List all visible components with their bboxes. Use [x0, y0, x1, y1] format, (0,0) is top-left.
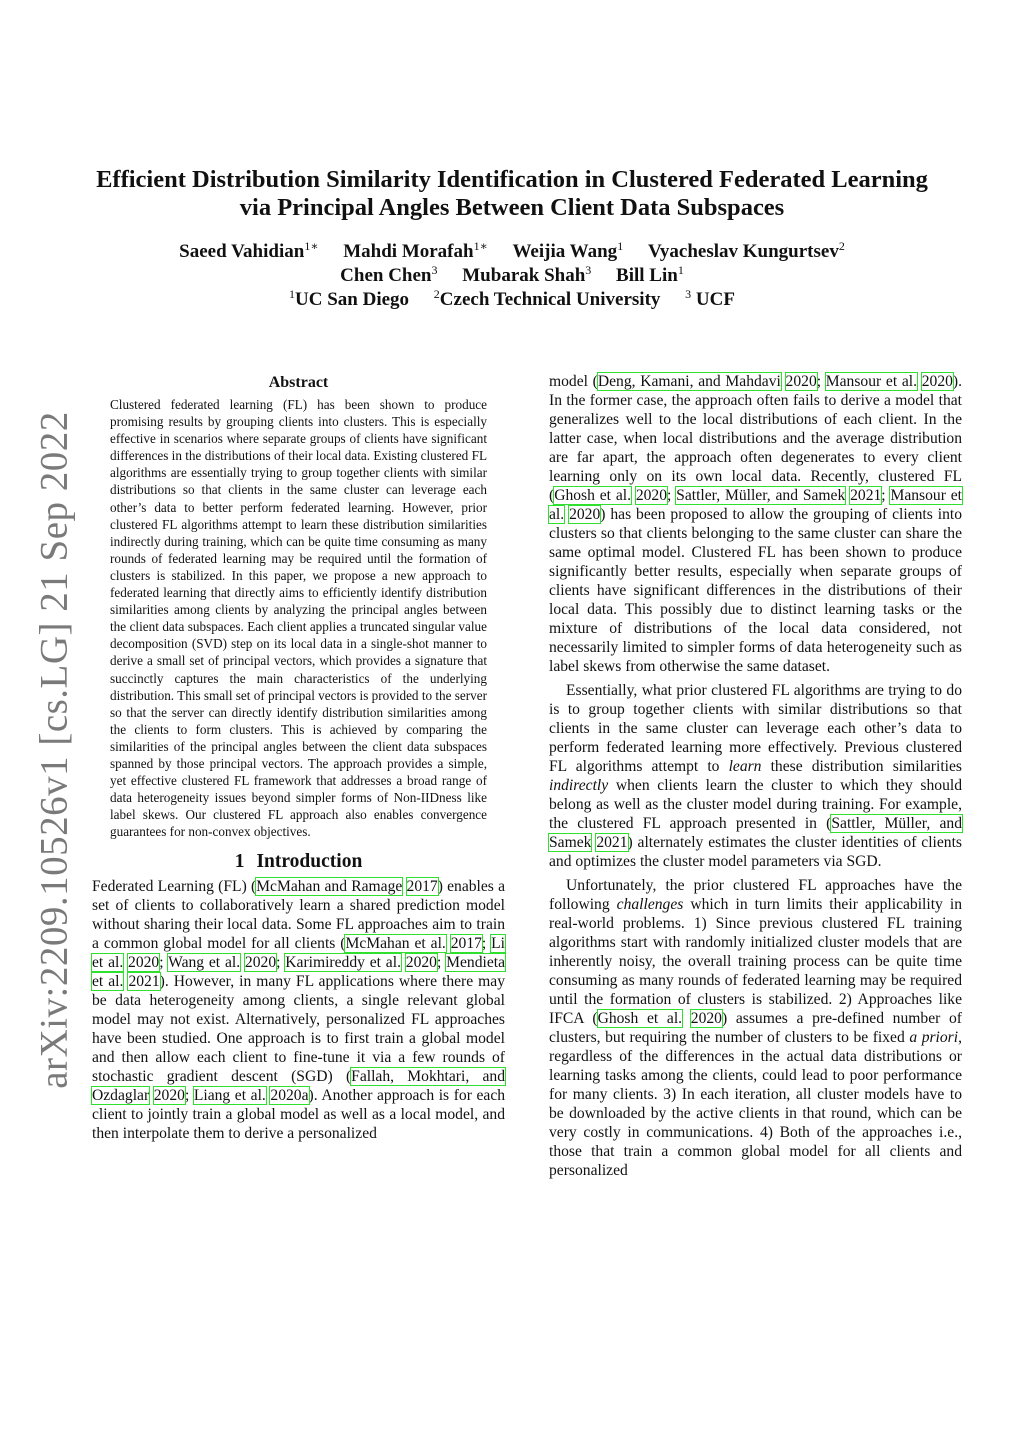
citation-year-link[interactable]: 2021: [850, 487, 882, 504]
citation-year-link[interactable]: 2020: [635, 487, 667, 504]
citation-year-link[interactable]: 2017: [406, 878, 438, 896]
affiliation: $^3$ UCF: [685, 287, 735, 310]
abstract-heading: Abstract: [268, 374, 329, 391]
affiliation: $^1$UC San Diego: [289, 287, 410, 310]
author-row-2: [60, 264, 964, 288]
citation-year-link[interactable]: 2020: [405, 954, 437, 972]
right-column: [549, 372, 962, 1180]
left-column: [92, 372, 505, 1143]
citation-year-link[interactable]: 2020: [785, 373, 817, 390]
author: Chen Chen$^3$: [340, 263, 438, 286]
citation-year-link[interactable]: 2020: [921, 373, 953, 390]
author: Bill Lin$^1$: [616, 263, 684, 286]
citation-year-link[interactable]: 2020: [128, 954, 160, 972]
paper-title: [60, 166, 964, 222]
citation-link[interactable]: Fallah, Mokhtari, and Ozdaglar: [92, 1068, 505, 1105]
citation-year-link[interactable]: 2021: [128, 973, 160, 991]
citation-year-link[interactable]: 2020: [690, 1010, 722, 1027]
affiliation-row: [60, 288, 964, 312]
citation-year-link[interactable]: 2020a: [270, 1087, 309, 1105]
author: Saeed Vahidian$^{1∗}$: [179, 239, 319, 262]
citation-link[interactable]: Liang et al.: [193, 1087, 266, 1105]
citation-year-link[interactable]: 2020: [153, 1087, 185, 1105]
arxiv-side-stamp: arXiv:2209.10526v1 [cs.LG] 21 Sep 2022: [32, 411, 76, 1089]
affiliation: $^2$Czech Technical University: [433, 287, 661, 310]
citation-link[interactable]: Ghosh et al.: [554, 487, 631, 504]
author: Mubarak Shah$^3$: [462, 263, 592, 286]
author: Mahdi Morafah$^{1∗}$: [343, 239, 488, 262]
citation-link[interactable]: McMahan and Ramage: [256, 878, 403, 896]
citation-link[interactable]: Wang et al.: [168, 954, 241, 972]
intro-paragraph-3: Unfortunately, the prior clustered FL approaches have the following challenges which in turn limits their applicability in real-world problems. 1) Since previous clustered FL training algorithms start with randomly initialized cluster models that are inherently noisy, the overall training process can be quite time consuming as many rounds of federated learning may be required until the formation of clusters is stabilized. 2) Approaches like IFCA (Ghosh et al. 2020) assumes a pre-defined number of clusters, but requiring the number of clusters to be fixed a priori, regardless of the differences in the actual data distributions or learning tasks among the clients, could lead to poor performance for many clients. 3) In each iteration, all cluster models have to be downloaded by the active clients in that round, which can be very costly in communications. 4) Both of the approaches i.e., those that train a common global model for all clients and personalized: [549, 877, 962, 1179]
intro-paragraph-2: Essentially, what prior clustered FL algorithms are trying to do is to group together clients with similar distributions so that clients in the same cluster can leverage each other’s data to perform federated learning more effectively. Previous clustered FL algorithms attempt to learn these distribution similarities indirectly when clients learn the cluster to which they should belong as well as the cluster model during training. For example, the clustered FL approach presented in (Sattler, Müller, and Samek 2021) alternately estimates the cluster identities of clients and optimizes the cluster model parameters via SGD.: [549, 682, 962, 870]
citation-year-link[interactable]: 2017: [450, 935, 482, 953]
citation-link[interactable]: Sattler, Müller, and Samek: [676, 487, 846, 504]
citation-year-link[interactable]: 2020: [244, 954, 277, 972]
abstract-text: Clustered federated learning (FL) has been shown to produce promising results by grouping clients into clusters. This is especially effective in scenarios where separate groups of clients have significant differences in the distributions of their local data. Existing clustered FL algorithms are essentially trying to group together clients with similar distributions so that clients in the same cluster can leverage each other’s data to better perform federated learning. However, prior clustered FL algorithms attempt to learn these distribution similarities indirectly during training, which can be quite time consuming as many rounds of federated learning may be required until the formation of clusters is stabilized. In this paper, we propose a new approach to federated learning that directly aims to efficiently identify distribution similarities among clients by analyzing the principal angles between the client data subspaces. Each client applies a truncated singular value decomposition (SVD) step on its local data in a single-shot manner to derive a small set of principal vectors, which provides a signature that succinctly captures the main characteristics of the underlying distribution. This small set of principal vectors is provided to the server so that the server can directly identify distribution similarities among the clients to form clusters. This is achieved by comparing the similarities of the principal angles between the client data subspaces spanned by those principal vectors. The approach provides a simple, yet effective clustered FL framework that addresses a broad range of data heterogeneity issues beyond simpler forms of Non-IIDness like label skews. Our clustered FL approach also enables convergence guarantees for non-convex objectives.: [110, 397, 487, 840]
citation-link[interactable]: McMahan et al.: [345, 935, 446, 953]
citation-year-link[interactable]: 2020: [569, 506, 601, 523]
intro-paragraph-1: Federated Learning (FL) (McMahan and Ramage 2017) enables a set of clients to collaboratively learn a shared prediction model without sharing their local data. Some FL approaches aim to train a common global model for all clients (McMahan et al. 2017; Li et al. 2020; Wang et al. 2020; Karimireddy et al. 2020; Mendieta et al. 2021). However, in many FL applications where there may be data heterogeneity among clients, a single relevant global model may not exist. Alternatively, personalized FL approaches have been studied. One approach is to first train a global model and then allow each client to fine-tune it via a few rounds of stochastic gradient descent (SGD) (Fallah, Mokhtari, and Ozdaglar 2020; Liang et al. 2020a). Another approach is for each client to jointly train a global model as well as a local model, and then interpolate them to derive a personalized: [92, 878, 506, 1143]
title-line-2: via Principal Angles Between Client Data Subspaces: [239, 194, 785, 221]
citation-link[interactable]: Li et al.: [92, 935, 506, 972]
section-number: 1: [234, 851, 245, 873]
citation-link[interactable]: Karimireddy et al.: [285, 954, 401, 972]
author: Weijia Wang$^1$: [512, 239, 624, 262]
citation-link[interactable]: Sattler, Müller, and Samek: [549, 815, 962, 851]
author-row-1: [60, 240, 964, 264]
citation-link[interactable]: Mansour et al.: [825, 373, 918, 390]
author: Vyacheslav Kungurtsev$^2$: [647, 239, 845, 262]
citation-link[interactable]: Ghosh et al.: [597, 1010, 683, 1027]
citation-link[interactable]: Deng, Kamani, and Mahdavi: [597, 373, 781, 390]
citation-link[interactable]: Mansour et al.: [549, 487, 962, 523]
citation-link[interactable]: Mendieta et al.: [92, 954, 506, 991]
title-line-1: Efficient Distribution Similarity Identification in Clustered Federated Learning: [96, 166, 928, 193]
author-block: [60, 240, 964, 312]
citation-year-link[interactable]: 2021: [596, 834, 628, 851]
section-title: Introduction: [256, 851, 363, 873]
section-heading-introduction: [92, 851, 505, 873]
intro-paragraph-1-continued: model (Deng, Kamani, and Mahdavi 2020; Mansour et al. 2020). In the former case, the approach often fails to derive a model that generalizes well to the local distributions of each client. In the latter case, when local distributions and the average distribution are far apart, the approach often degenerates to every client learning only on its own local data. Recently, clustered FL (Ghosh et al. 2020; Sattler, Müller, and Samek 2021; Mansour et al. 2020) has been proposed to allow the grouping of clients into clusters so that clients belonging to the same cluster can share the same optimal model. Clustered FL has been shown to produce significantly better results, especially when separate groups of clients have significant differences in the distributions of their local data. This possibly due to distinct learning tasks or the mixture of distributions of the local data considered, not necessarily limited to simpler forms of data heterogeneity such as label skews from otherwise the same dataset.: [549, 373, 963, 675]
